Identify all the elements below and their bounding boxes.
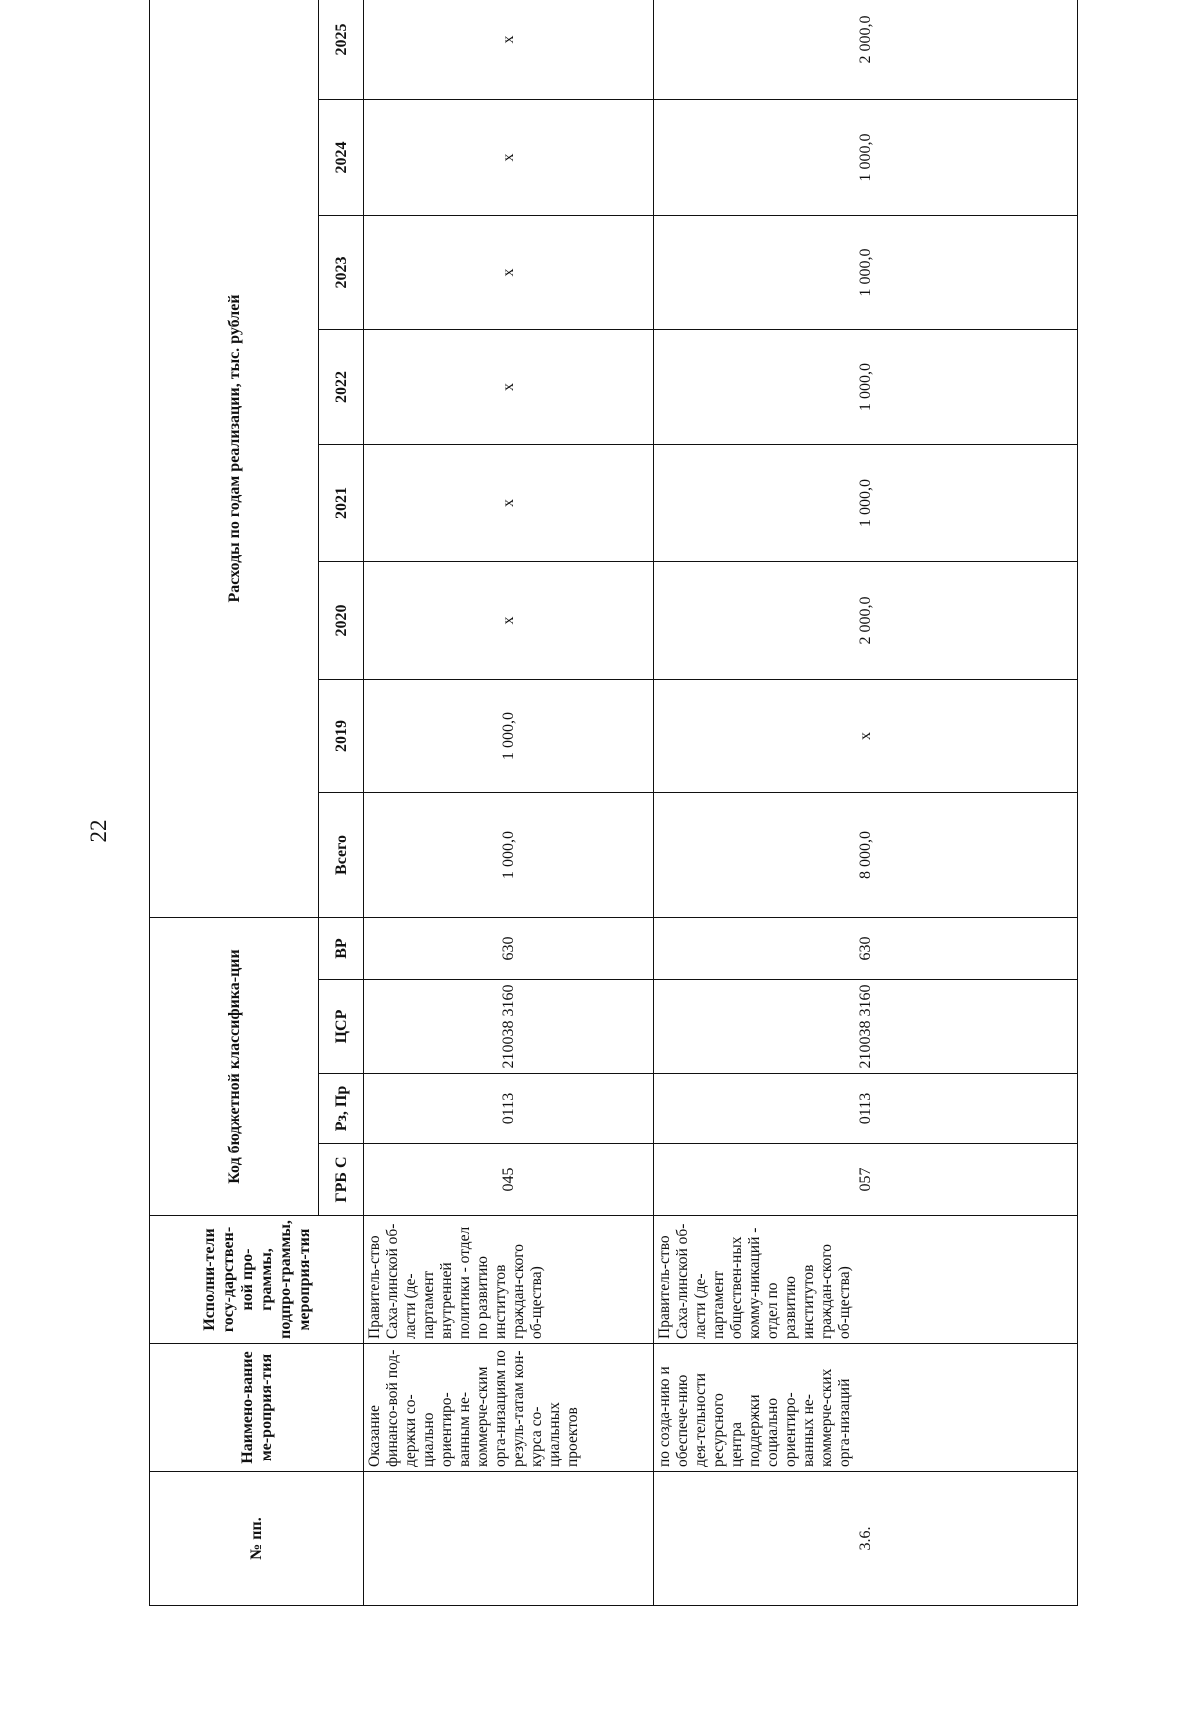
header-vr: ВР bbox=[319, 918, 364, 980]
row-2022: 1 000,0 bbox=[654, 330, 1078, 445]
header-2025: 2025 bbox=[319, 0, 364, 100]
row-2024: x bbox=[364, 100, 654, 216]
row-2023: x bbox=[364, 216, 654, 330]
header-expenses: Расходы по годам реализации, тыс. рублей bbox=[150, 0, 319, 918]
row-executor: Правитель-ство Саха-линской об-ласти (де-партамент обществен-ных комму-никаций - отдел по развитию институтов граждан-ского об-щества) bbox=[654, 1216, 1078, 1344]
row-2023: 1 000,0 bbox=[654, 216, 1078, 330]
row-executor: Правитель-ство Саха-линской об-ласти (де-партамент внутренней политики - отдел по развитию институтов граждан-ского об-щества) bbox=[364, 1216, 654, 1344]
table-row bbox=[364, 0, 654, 1606]
budget-table bbox=[149, 0, 1078, 1606]
header-2021: 2021 bbox=[319, 445, 364, 562]
row-no bbox=[364, 1472, 654, 1606]
header-2019: 2019 bbox=[319, 680, 364, 793]
row-grbs: 057 bbox=[654, 1144, 1078, 1216]
header-2020: 2020 bbox=[319, 562, 364, 680]
row-total: 8 000,0 bbox=[654, 793, 1078, 918]
header-total: Всего bbox=[319, 793, 364, 918]
page-number: 22 bbox=[86, 819, 111, 843]
row-2020: 2 000,0 bbox=[654, 562, 1078, 680]
table-row bbox=[654, 0, 1078, 1606]
header-kbk: Код бюджетной классифика-ции bbox=[150, 918, 319, 1216]
header-name: Наимено-вание ме-роприя-тия bbox=[150, 1344, 364, 1472]
header-2023: 2023 bbox=[319, 216, 364, 330]
row-2021: x bbox=[364, 445, 654, 562]
row-name: Оказание финансо-вой под-держки со-циально ориентиро-ванным не-коммерче-ским орга-низациям по резуль-татам кон-курса со-циальных проектов bbox=[364, 1344, 654, 1472]
row-name: по созда-нию и обеспече-нию дея-тельности ресурсного центра поддержки социально ориентиро-ванных не-коммерче-ских орга-низаций bbox=[654, 1344, 1078, 1472]
row-csr: 210038 3160 bbox=[654, 980, 1078, 1074]
row-vr: 630 bbox=[364, 918, 654, 980]
row-2019: x bbox=[654, 680, 1078, 793]
header-no: № пп. bbox=[150, 1472, 364, 1606]
row-2025: x bbox=[364, 0, 654, 100]
row-2024: 1 000,0 bbox=[654, 100, 1078, 216]
row-rzpr: 0113 bbox=[654, 1074, 1078, 1144]
header-2022: 2022 bbox=[319, 330, 364, 445]
row-rzpr: 0113 bbox=[364, 1074, 654, 1144]
header-grbs: ГРБ С bbox=[319, 1144, 364, 1216]
row-2022: x bbox=[364, 330, 654, 445]
budget-table-frame bbox=[149, 15, 1077, 1606]
row-csr: 210038 3160 bbox=[364, 980, 654, 1074]
row-vr: 630 bbox=[654, 918, 1078, 980]
header-rzpr: Рз, Пр bbox=[319, 1074, 364, 1144]
row-2025: 2 000,0 bbox=[654, 0, 1078, 100]
row-total: 1 000,0 bbox=[364, 793, 654, 918]
row-no: 3.6. bbox=[654, 1472, 1078, 1606]
row-2019: 1 000,0 bbox=[364, 680, 654, 793]
header-executors: Исполни-тели госу-дарствен-ной про-граммы, подпро-граммы, мероприя-тия bbox=[150, 1216, 364, 1344]
row-2020: x bbox=[364, 562, 654, 680]
row-grbs: 045 bbox=[364, 1144, 654, 1216]
row-2021: 1 000,0 bbox=[654, 445, 1078, 562]
header-csr: ЦСР bbox=[319, 980, 364, 1074]
header-2024: 2024 bbox=[319, 100, 364, 216]
